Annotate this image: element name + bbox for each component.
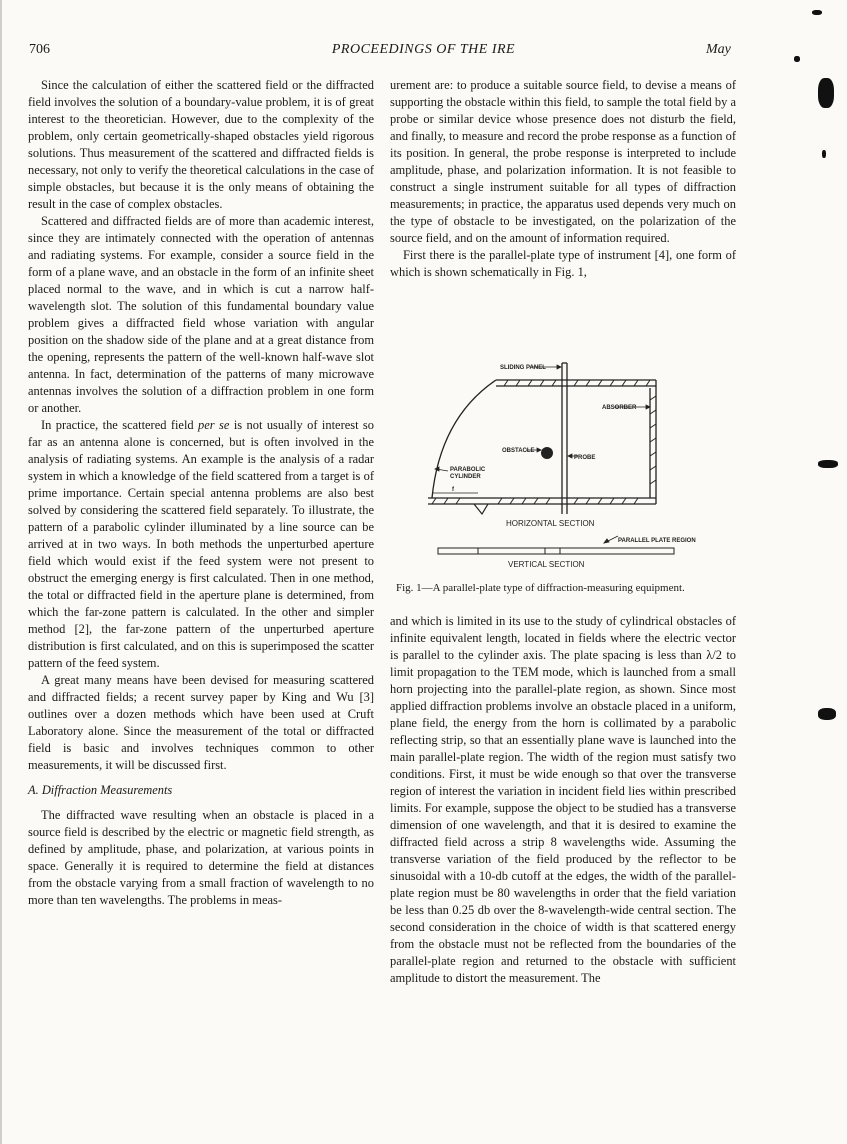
figure-diagram	[418, 358, 708, 573]
right-column-top	[390, 77, 736, 281]
right-column-bottom	[390, 613, 736, 987]
page-number: 706	[29, 42, 50, 57]
paragraph: Since the calculation of either the scattered field or the diffracted field involves the solution of a boundary-value problem, it is of great interest to the theoretician. However, due to the complexity of the problem, only certain geometrically-shaped obstacles yield rigorous solutions. Thus measurement of the scattered and diffracted fields is necessary, not only to verify the theoretical calculations in the case of simple obstacles, but because it is the only means of obtaining the result in the case of complex obstacles.	[28, 78, 374, 211]
label-parabolic: PARABOLIC	[450, 467, 486, 473]
paragraph: In practice, the scattered field per se is not usually of interest so far as an antenna alone is concerned, but is often involved in the analysis of radiating systems. An example is the analysis of a radar system in which a knowledge of the field scattered from a target is of prime importance. Certain special antenna problems are also best solved by considering the scattered field separately. To illustrate, the pattern of a parabolic cylinder illuminated by a line source can be arrived at in two ways. In both methods the unperturbed aperture field which would exist if the feed system were not present to obstruct the emerging energy is first calculated. Then in one method, the total or diffracted field in the aperture plane is determined, from which the far-zone pattern is calculated. In the other and simpler method [2], the far-zone pattern of the unperturbed aperture distribution is first calculated, and on this is superimposed the scatter pattern of the feed system.	[28, 418, 374, 670]
paragraph: First there is the parallel-plate type of instrument [4], one form of which is shown schematically in Fig. 1,	[390, 248, 736, 279]
section-heading: A. Diffraction Measurements	[28, 783, 173, 797]
paragraph: and which is limited in its use to the study of cylindrical obstacles of infinite equivalent length, located in fields where the electric vector is parallel to the cylinder axis. The plate spacing is less than λ/2 to limit propagation to the TEM mode, which is launched from a small horn projecting into the parallel-plate region, as shown. Since most applied diffraction problems involve an obstacle placed in a uniform, plane field, the energy from the horn is collimated by a parabolic reflecting strip, so that an essentially plane wave is launched into the main parallel-plate region. The width of the region must satisfy two conditions. First, it must be wide enough so that over the transverse region of interest the variation in incident field lies within prescribed limits. For example, suppose the object to be studied has a transverse dimension of one wavelength, and that it is desired to examine the diffracted field across a strip 8 wavelengths wide. Assuming the transverse variation of the field produced by the reflector to be sinusoidal with a 10-db cutoff at the edges, the width of the parallel-plate region must be 80 wavelengths in order that the field variation be less than 0.25 db over the 8-wavelength-wide central section. The second consideration in the choice of width is that scattered energy from the obstacle must not be reflected from the boundaries of the parallel-plate region and returned to the obstacle with sufficient amplitude to distort the measurement. The	[390, 614, 736, 985]
label-horizontal-section: HORIZONTAL SECTION	[506, 519, 595, 528]
label-parallel-plate-region: PARALLEL PLATE REGION	[618, 538, 696, 544]
figure-1	[418, 358, 708, 573]
paragraph: The diffracted wave resulting when an obstacle is placed in a source field is described by the electric or magnetic field strength, as defined by amplitude, phase, and polarization, at various points in space. Generally it is required to determine the field at distances from the obstacle varying from a small fraction of wavelength to no more than ten wavelengths. The problems in meas-	[28, 808, 374, 907]
parabolic-reflector	[432, 380, 496, 498]
label-absorber: ABSORBER	[602, 405, 637, 411]
label-cylinder: CYLINDER	[450, 474, 481, 480]
scan-mark	[818, 460, 838, 468]
scan-mark	[818, 78, 834, 108]
feed-horn	[474, 504, 488, 514]
label-sliding-panel: SLIDING PANEL	[500, 365, 546, 371]
paragraph: urement are: to produce a suitable source field, to devise a means of supporting the obstacle within this field, to sample the total field by a probe or similar device whose presence does not disturb the field, and finally, to measure and record the probe response as a function of its position. In general, the probe response is interpreted to include amplitude, phase, and polarization information. It is not feasible to construct a single instrument suitable for all types of diffraction measurements; in practice, the apparatus used depends very much on the type of obstacle to be investigated, on the polarization of the source field, and on the amount of information required.	[390, 78, 736, 245]
label-vertical-section: VERTICAL SECTION	[508, 560, 585, 569]
obstacle-shape	[541, 447, 553, 459]
paragraph: A great many means have been devised for measuring scattered and diffracted fields; a recent survey paper by King and Wu [3] outlines over a dozen methods which have been used at Cruft Laboratory alone. Since the measurement of the total or diffracted field is basic and involves techniques common to other measurements, it will be discussed first.	[28, 673, 374, 772]
label-probe: PROBE	[574, 455, 596, 461]
scan-mark	[822, 150, 826, 158]
scan-mark	[818, 708, 836, 720]
left-column	[28, 77, 374, 909]
vertical-section-plates	[438, 548, 674, 554]
scan-mark	[794, 56, 800, 62]
paragraph: Scattered and diffracted fields are of more than academic interest, since they are intimately connected with the operation of antennas and radiating systems. For example, consider a source field in the form of a plane wave, and an obstacle in the form of an infinite sheet placed normal to the wave, and in which is cut a narrow half-wavelength slot. The solution of this fundamental boundary value problem gives a diffracted field whose variation with angular position on the shadow side of the plane and at a great distance from the opening, represents the pattern of the well-known half-wave slot antenna. In fact, determination of the patterns of many microwave antennas involves the solution of a diffraction problem in one form or another.	[28, 214, 374, 415]
running-head: PROCEEDINGS OF THE IRE	[331, 42, 516, 57]
label-obstacle: OBSTACLE	[502, 448, 535, 454]
page-crease	[0, 0, 2, 1144]
label-f: f	[452, 487, 454, 493]
scan-mark	[812, 10, 822, 15]
issue-month: May	[706, 42, 731, 57]
figure-caption: Fig. 1—A parallel-plate type of diffraction-measuring equipment.	[396, 582, 685, 594]
